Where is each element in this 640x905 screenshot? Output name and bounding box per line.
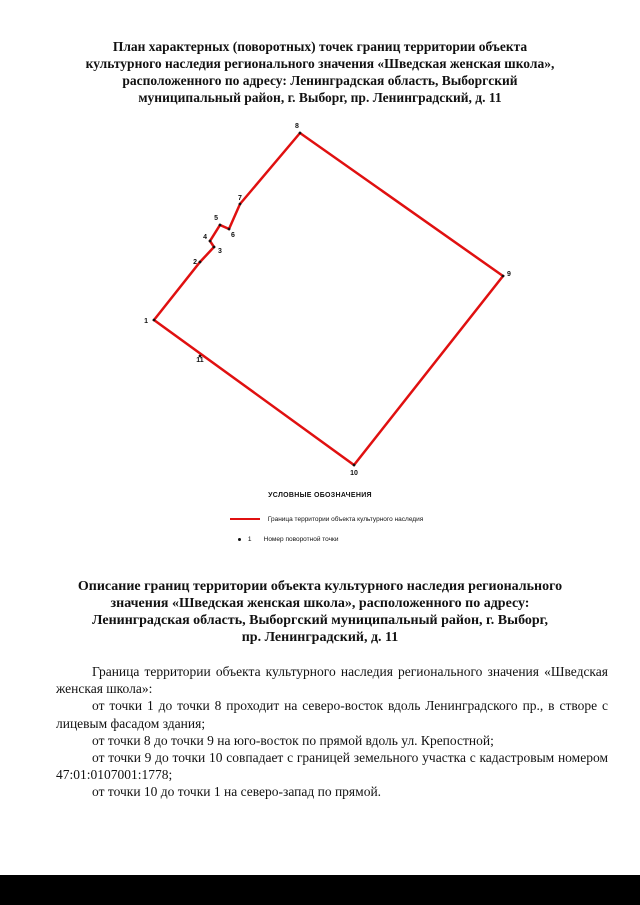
point-label: 4 (203, 234, 207, 241)
point-marker (209, 240, 212, 243)
point-marker (213, 246, 216, 249)
plan-title-line: культурного наследия регионального значения «Шведская женская школа», (85, 56, 555, 71)
plan-title-line: План характерных (поворотных) точек границ территории объекта (112, 39, 528, 54)
point-label: 11 (196, 357, 204, 364)
legend-point-num: 1 (247, 536, 252, 543)
point-labels (144, 123, 511, 477)
point-label: 9 (507, 271, 511, 278)
point-label: 10 (350, 470, 358, 477)
description-paragraph: от точки 1 до точки 8 проходит на северо-восток вдоль Ленинградского пр., в створе с лицевым фасадом здания; (56, 698, 608, 731)
point-label: 8 (295, 123, 299, 130)
plan-title (40, 38, 600, 106)
point-label: 7 (238, 195, 242, 202)
description-title-line: Ленинградская область, Выборгский муниципальный район, г. Выборг, (92, 613, 548, 628)
scan-edge (0, 875, 640, 905)
point-marker (199, 261, 202, 264)
legend-boundary-row (230, 516, 423, 523)
legend-boundary-text: Граница территории объекта культурного наследия (267, 516, 424, 523)
point-marker (239, 203, 242, 206)
point-dot-symbol (238, 538, 241, 541)
description-paragraph: от точки 9 до точки 10 совпадает с границей земельного участка с кадастровым номером 47:01:0107001:1778; (56, 750, 608, 783)
boundary-description (56, 663, 608, 801)
point-label: 5 (214, 215, 218, 222)
territory-boundary (154, 133, 503, 465)
point-marker (153, 319, 156, 322)
point-marker (228, 228, 231, 231)
point-marker (502, 275, 505, 278)
plan-title-line: муниципальный район, г. Выборг, пр. Ленинградский, д. 11 (138, 90, 502, 105)
description-title-line: пр. Ленинградский, д. 11 (241, 630, 399, 645)
description-paragraph: от точки 8 до точки 9 на юго-восток по прямой вдоль ул. Крепостной; (92, 732, 494, 748)
legend-point-row (230, 536, 339, 543)
boundary-plan (0, 120, 640, 480)
description-paragraph: Граница территории объекта культурного наследия регионального значения «Шведская женская школа»: (56, 664, 608, 697)
description-title-line: значения «Шведская женская школа», расположенного по адресу: (110, 596, 530, 611)
description-title (40, 578, 600, 646)
point-label: 1 (144, 318, 148, 325)
point-marker (299, 132, 302, 135)
point-marker (219, 224, 222, 227)
point-label: 3 (218, 248, 222, 255)
legend-title: УСЛОВНЫЕ ОБОЗНАЧЕНИЯ (268, 492, 372, 499)
description-title-line: Описание границ территории объекта культурного наследия регионального (77, 579, 563, 594)
description-paragraph: от точки 10 до точки 1 на северо-запад по прямой. (92, 784, 382, 800)
legend-point-text: Номер поворотной точки (263, 536, 339, 543)
point-label: 6 (231, 232, 235, 239)
boundary-line-symbol (230, 518, 260, 520)
point-label: 2 (193, 259, 197, 266)
plan-title-line: расположенного по адресу: Ленинградская область, Выборгский (122, 73, 518, 88)
point-marker (353, 464, 356, 467)
